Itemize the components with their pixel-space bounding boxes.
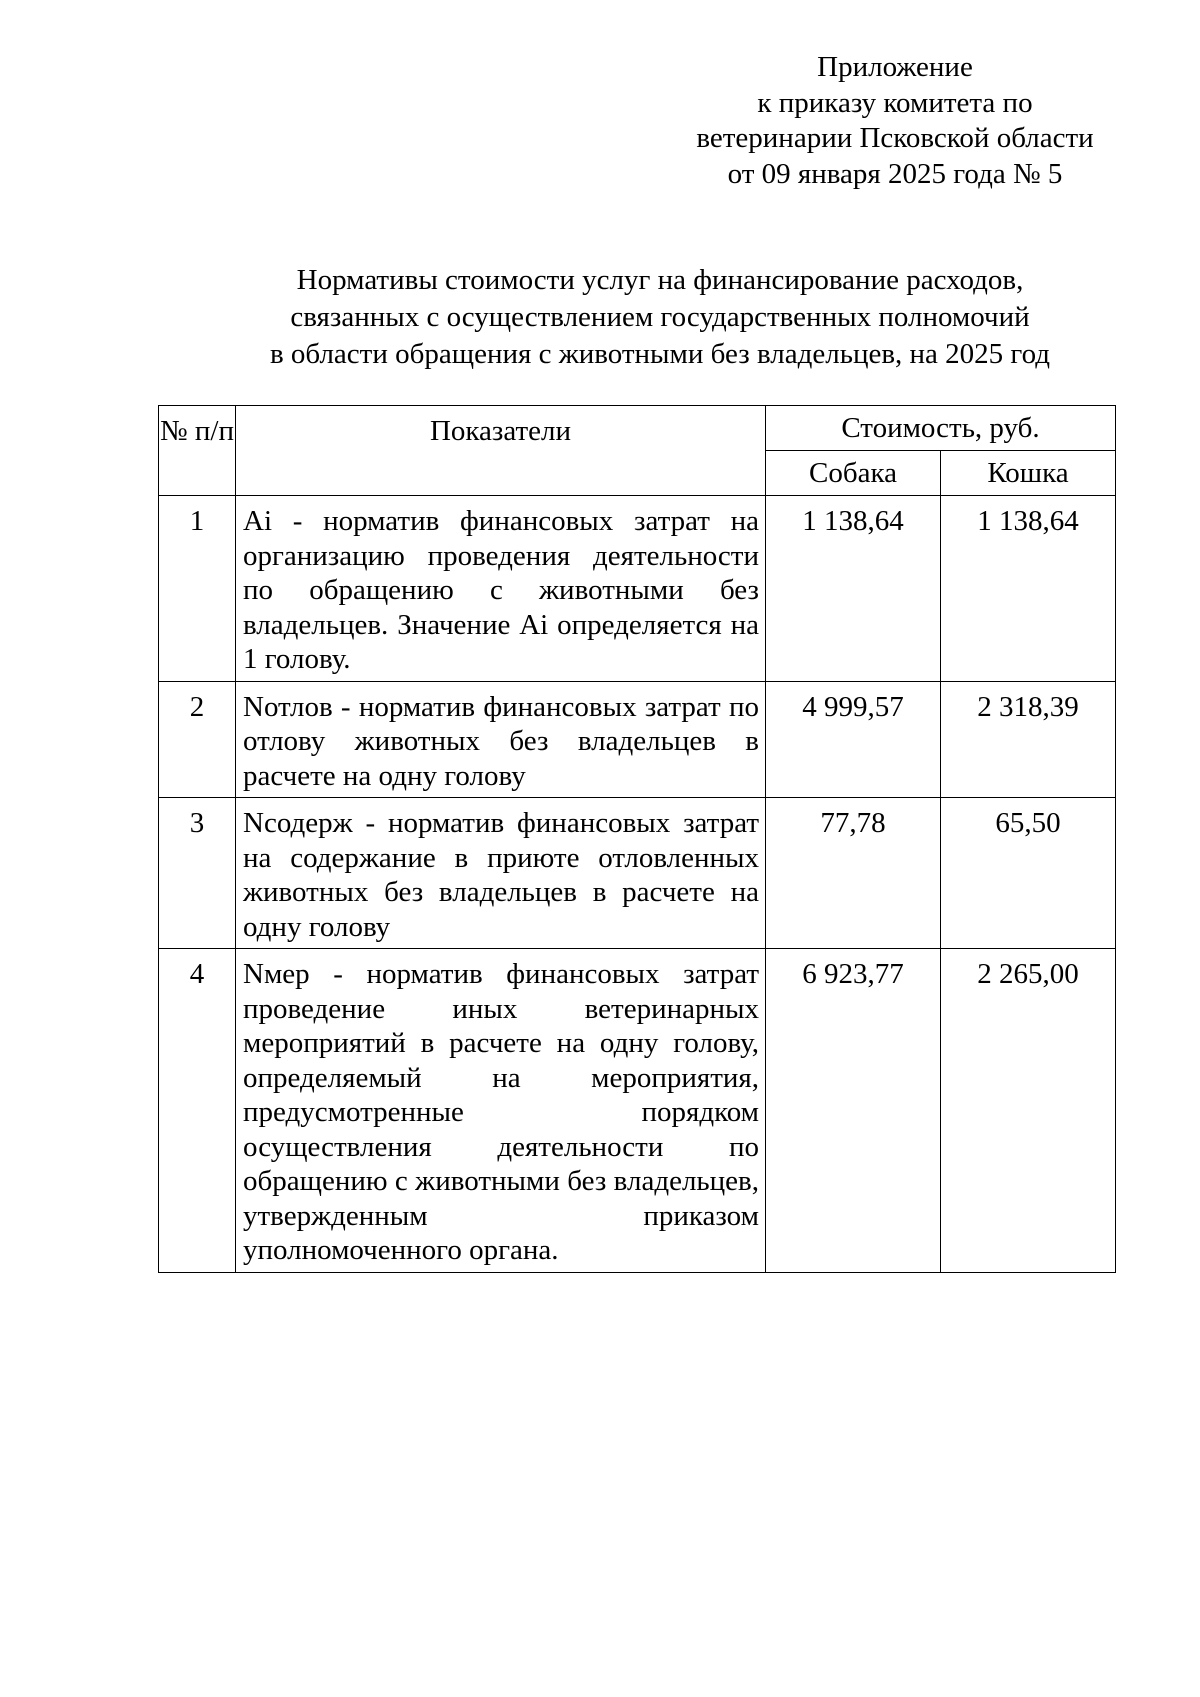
row-dog-cost: 77,78: [766, 798, 941, 949]
norms-table: [158, 405, 1116, 1273]
header-cat: Кошка: [941, 451, 1116, 496]
row-number: 3: [159, 798, 236, 949]
row-number: 4: [159, 949, 236, 1273]
row-dog-cost: 1 138,64: [766, 496, 941, 682]
header-cost: Стоимость, руб.: [766, 406, 1116, 451]
table-row: [159, 798, 1116, 949]
title-line-2: связанных с осуществлением государственных полномочий: [290, 301, 1030, 333]
annex-line-2: к приказу комитета по: [757, 86, 1033, 119]
row-indicator: Ai - норматив финансовых затрат на организацию проведения деятельности по обращению с животными без владельцев. Значение Ai определяется на 1 голову.: [236, 496, 766, 682]
title-line-3: в области обращения с животными без владельцев, на 2025 год: [269, 338, 1051, 370]
annex-line-3: ветеринарии Псковской области: [696, 122, 1094, 154]
row-dog-cost: 6 923,77: [766, 949, 941, 1273]
document-title: [160, 262, 1160, 373]
row-number: 1: [159, 496, 236, 682]
table-row: [159, 949, 1116, 1273]
table-row: [159, 681, 1116, 798]
header-dog: Собака: [766, 451, 941, 496]
title-line-1: Нормативы стоимости услуг на финансирование расходов,: [296, 264, 1024, 296]
row-cat-cost: 2 265,00: [941, 949, 1116, 1273]
annex-line-4: от 09 января 2025 года № 5: [727, 157, 1063, 190]
row-number: 2: [159, 681, 236, 798]
annex-header: [660, 50, 1130, 192]
header-indicator: Показатели: [236, 406, 766, 496]
table-row: [159, 496, 1116, 682]
row-indicator: Nсодерж - норматив финансовых затрат на содержание в приюте отловленных животных без владельцев в расчете на одну голову: [236, 798, 766, 949]
annex-line-1: Приложение: [817, 51, 973, 83]
header-number: № п/п: [159, 406, 236, 496]
row-dog-cost: 4 999,57: [766, 681, 941, 798]
row-indicator: Nмер - норматив финансовых затрат проведение иных ветеринарных мероприятий в расчете на одну голову, определяемый на мероприятия, предусмотренные порядком осуществления деятельности по обращению с животными без владельцев, утвержденным приказом уполномоченного органа.: [236, 949, 766, 1273]
table-header-row: [159, 406, 1116, 451]
row-indicator: Nотлов - норматив финансовых затрат по отлову животных без владельцев в расчете на одну голову: [236, 681, 766, 798]
row-cat-cost: 65,50: [941, 798, 1116, 949]
row-cat-cost: 1 138,64: [941, 496, 1116, 682]
row-cat-cost: 2 318,39: [941, 681, 1116, 798]
